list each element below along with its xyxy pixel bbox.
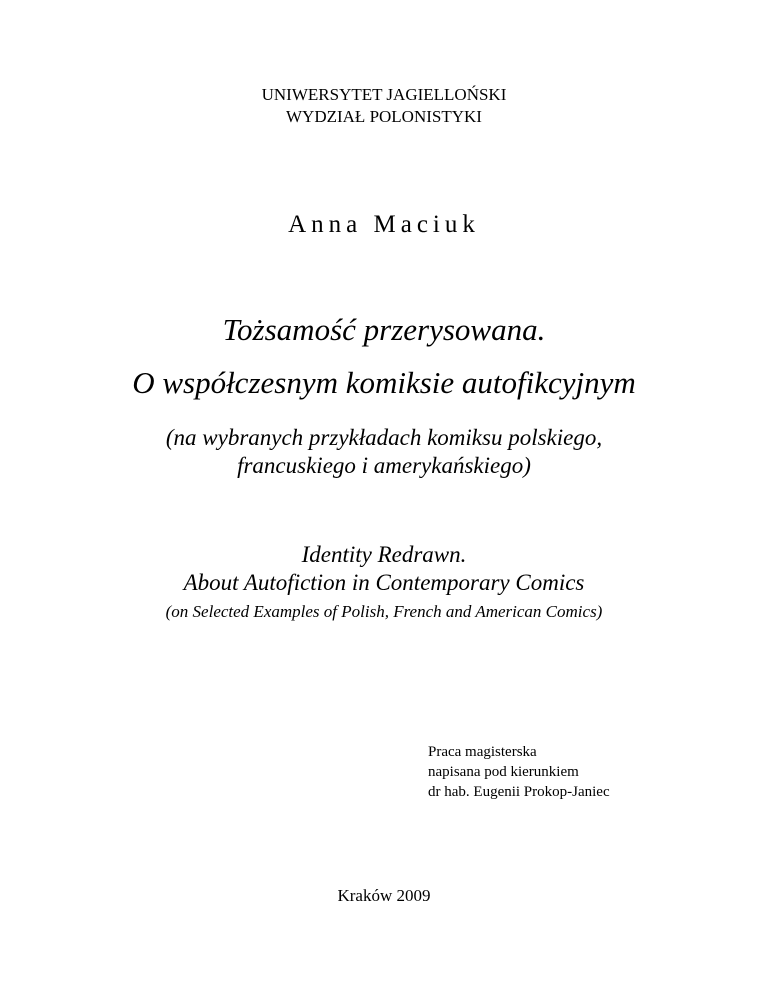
polish-title-line-2: O współczesnym komiksie autofikcyjnym: [132, 365, 636, 400]
author-name: Anna Maciuk: [288, 211, 480, 238]
polish-subtitle-line-2: francuskiego i amerykańskiego): [237, 453, 531, 478]
english-subtitle: (on Selected Examples of Polish, French and American Comics): [165, 602, 603, 621]
university-name: UNIWERSYTET JAGIELLOŃSKI: [261, 85, 507, 104]
thesis-info-block: [428, 742, 610, 802]
thesis-supervisor: dr hab. Eugenii Prokop-Janiec: [428, 784, 610, 800]
faculty-name: WYDZIAŁ POLONISTYKI: [286, 107, 482, 126]
thesis-written-under: napisana pod kierunkiem: [428, 764, 579, 780]
place-and-year: Kraków 2009: [337, 886, 431, 905]
polish-title-line-1: Tożsamość przerysowana.: [222, 312, 546, 347]
english-title-line-2: About Autofiction in Contemporary Comics: [183, 570, 585, 595]
polish-subtitle-line-1: (na wybranych przykładach komiksu polskiego,: [165, 425, 603, 450]
thesis-type: Praca magisterska: [428, 744, 537, 760]
english-title-line-1: Identity Redrawn.: [301, 542, 467, 567]
